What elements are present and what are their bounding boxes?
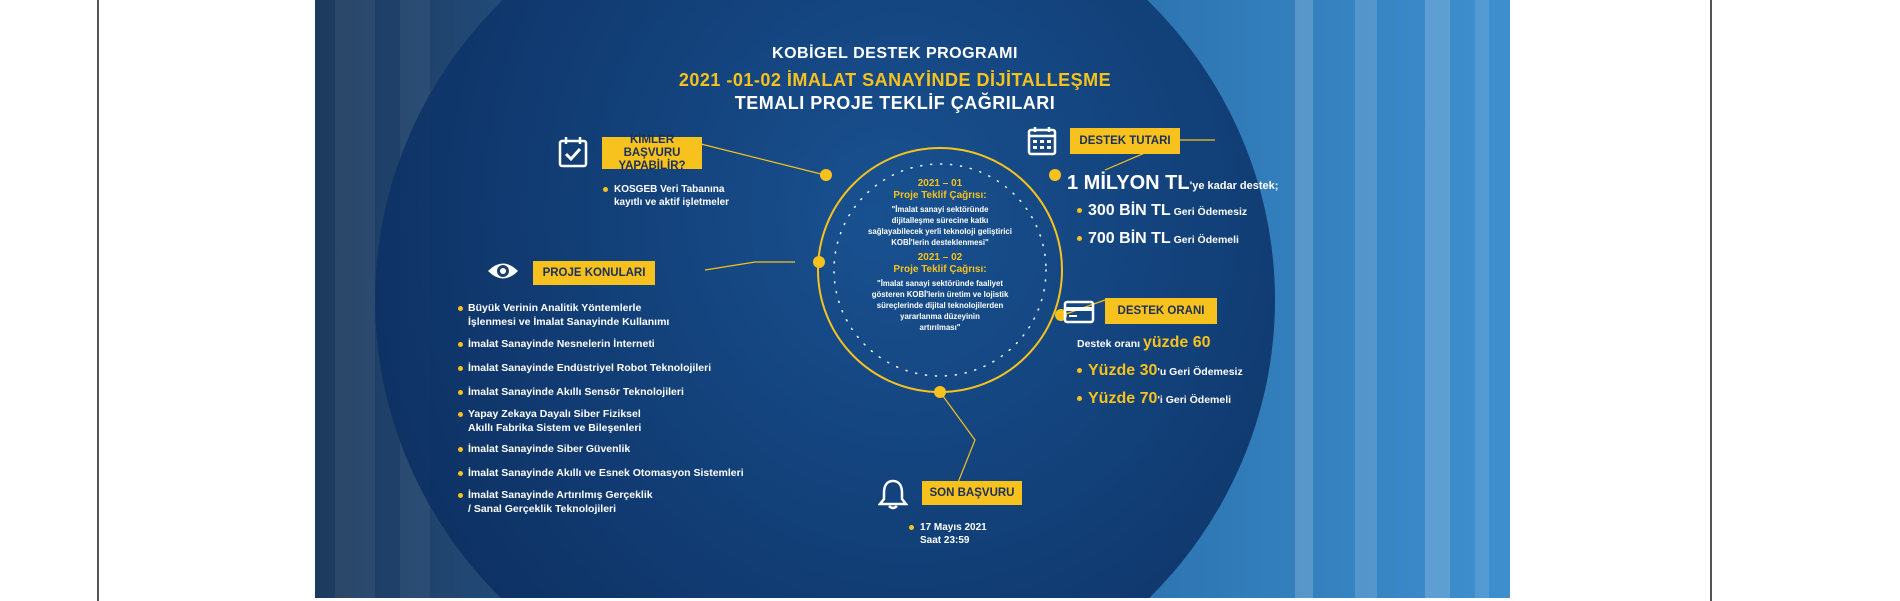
call1-title-2: Proje Teklif Çağrısı: — [893, 190, 987, 201]
call1-line-4: KOBİ'lerin desteklenmesi" — [891, 238, 989, 247]
topic-item: İmalat Sanayinde Siber Güvenlik — [468, 443, 758, 456]
calendar-grid-icon — [1027, 126, 1057, 156]
max-amount-value: 1 MİLYON TL — [1067, 172, 1190, 194]
call2-line-2: gösteren KOBİ'lerin üretim ve lojistik — [871, 290, 1009, 299]
bullet-dot — [1077, 236, 1082, 241]
who-text — [603, 183, 729, 209]
bullet-dot — [458, 493, 463, 498]
topic-item-cont: Akıllı Fabrika Sistem ve Bileşenleri — [468, 422, 642, 434]
call2-title-2: Proje Teklif Çağrısı: — [893, 264, 987, 275]
calendar-check-icon — [558, 136, 588, 168]
right-border-line — [1710, 0, 1712, 601]
title-line-1: KOBİGEL DESTEK PROGRAMI — [772, 45, 1018, 62]
call2-line-4: yararlanma düzeyinin — [900, 312, 980, 321]
bullet-dot — [909, 525, 914, 530]
support-amount-label: DESTEK TUTARI — [1070, 128, 1180, 154]
topic-item: Büyük Verinin Analitik Yöntemlerle — [468, 302, 758, 315]
bell-icon — [878, 478, 908, 510]
bullet-dot — [458, 342, 463, 347]
max-amount-suffix: 'ye kadar destek; — [1189, 180, 1279, 192]
title-line-2: 2021 -01-02 İMALAT SANAYİNDE DİJİTALLEŞME — [678, 70, 1112, 90]
amount-refundable: 700 BİN TL Geri Ödemeli — [1077, 230, 1239, 248]
who-can-apply-label: KİMLER BAŞVURU YAPABİLİR? — [602, 137, 702, 169]
call2-line-1: "İmalat sanayi sektöründe faaliyet — [877, 279, 1003, 288]
eye-icon — [487, 260, 519, 282]
title-line-3: TEMALI PROJE TEKLİF ÇAĞRILARI — [734, 93, 1056, 113]
call2-line-3: süreçlerinde dijital teknolojilerden — [876, 301, 1004, 310]
rate-main — [1077, 334, 1211, 352]
rate-main-value: yüzde 60 — [1142, 334, 1211, 351]
bullet-dot — [1077, 368, 1082, 373]
topic-item: Yapay Zekaya Dayalı Siber Fiziksel — [468, 408, 758, 421]
bullet-dot — [1077, 208, 1082, 213]
support-rate-label: DESTEK ORANI — [1105, 298, 1217, 324]
bullet-dot — [458, 412, 463, 417]
project-topics-label: PROJE KONULARI — [533, 261, 655, 285]
who-text-1: KOSGEB Veri Tabanına — [614, 184, 725, 195]
topic-item: İmalat Sanayinde Nesnelerin İnterneti — [468, 338, 758, 351]
topic-item: İmalat Sanayinde Endüstriyel Robot Teknolojileri — [468, 362, 758, 375]
deadline-time: Saat 23:59 — [920, 535, 970, 546]
call1-line-1: "İmalat sanayi sektöründe — [891, 205, 989, 214]
call1-line-3: sağlayabilecek yerli teknoloji geliştirici — [868, 227, 1012, 236]
call2-title-1: 2021 – 02 — [917, 252, 963, 263]
max-amount — [1067, 172, 1278, 195]
deadline-label: SON BAŞVURU — [922, 481, 1022, 505]
bullet-dot — [458, 390, 463, 395]
bullet-dot — [458, 471, 463, 476]
call1-line-2: dijitalleşme sürecine katkı — [891, 216, 989, 225]
deadline-text — [909, 521, 987, 547]
infographic-poster — [315, 0, 1510, 598]
bullet-dot — [603, 187, 608, 192]
call2-line-5: artırılması" — [919, 323, 961, 332]
bullet-dot — [1077, 396, 1082, 401]
credit-card-icon — [1063, 300, 1095, 324]
bullet-dot — [458, 306, 463, 311]
topic-item: İmalat Sanayinde Artırılmış Gerçeklik — [468, 489, 758, 502]
rate-refundable: Yüzde 70'i Geri Ödemeli — [1077, 390, 1231, 408]
left-border-line — [97, 0, 99, 601]
topic-item: İmalat Sanayinde Akıllı ve Esnek Otomasyon Sistemleri — [468, 467, 758, 480]
topic-item: İmalat Sanayinde Akıllı Sensör Teknolojileri — [468, 386, 758, 399]
who-text-2: kayıtlı ve aktif işletmeler — [614, 197, 730, 208]
rate-prefix: Destek oranı — [1077, 338, 1143, 350]
topic-item-cont: / Sanal Gerçeklik Teknolojileri — [468, 503, 617, 515]
amount-non-refundable: 300 BİN TL Geri Ödemesiz — [1077, 202, 1247, 220]
call1-title-1: 2021 – 01 — [917, 178, 963, 189]
bullet-dot — [458, 366, 463, 371]
rate-non-refundable: Yüzde 30'u Geri Ödemesiz — [1077, 362, 1243, 380]
deadline-date: 17 Mayıs 2021 — [920, 522, 987, 533]
topic-item-cont: İşlenmesi ve İmalat Sanayinde Kullanımı — [468, 316, 670, 328]
bullet-dot — [458, 447, 463, 452]
